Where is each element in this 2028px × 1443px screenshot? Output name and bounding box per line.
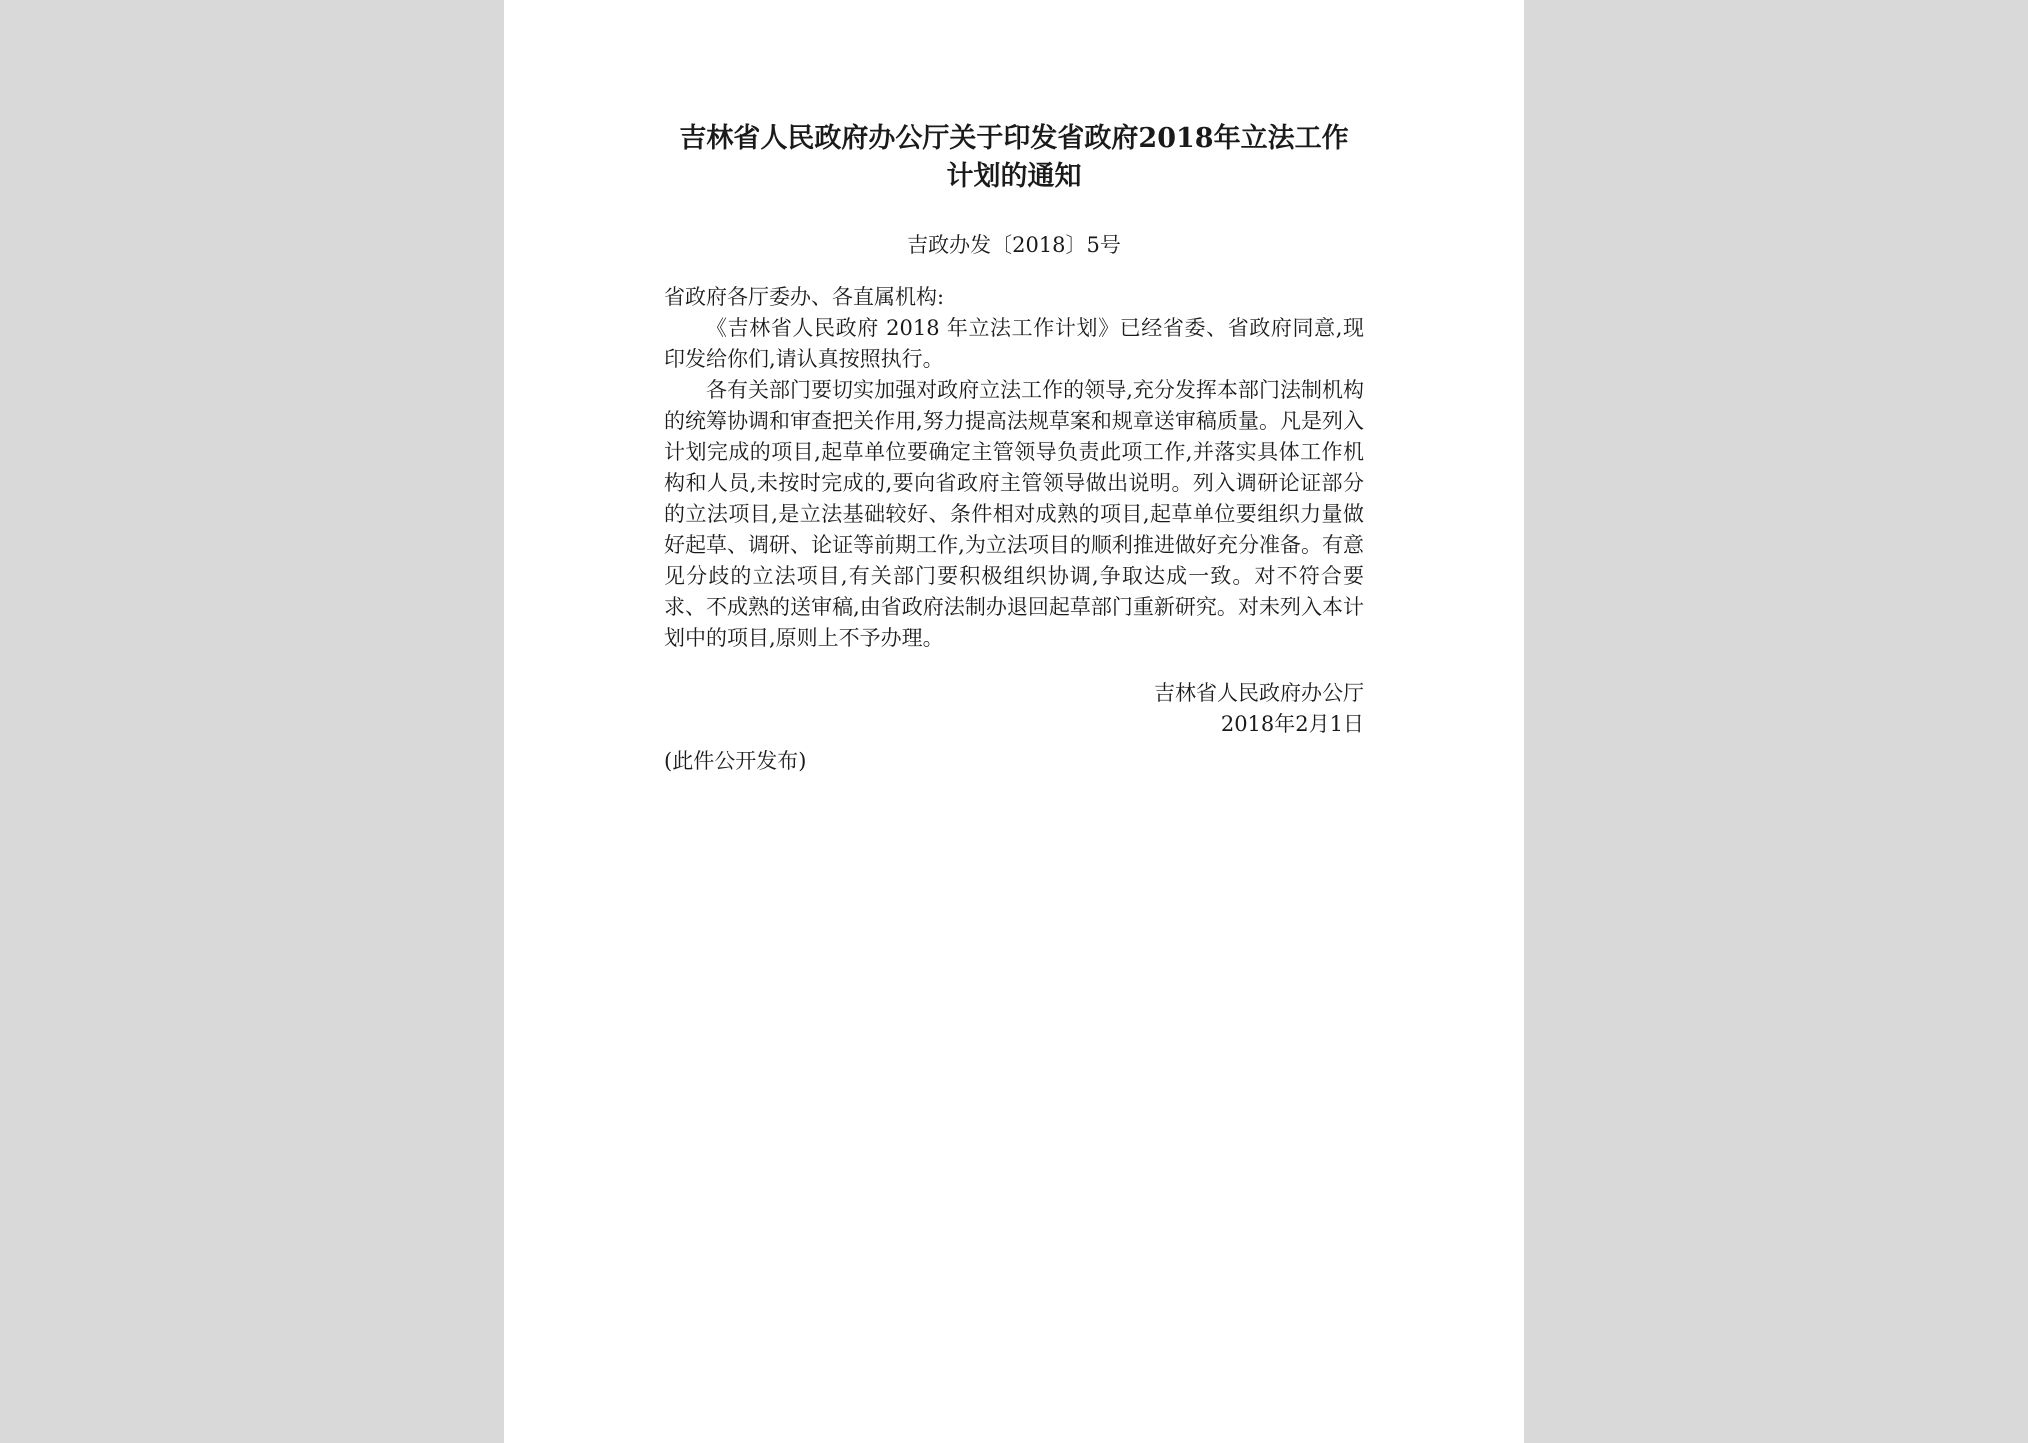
signature-date: 2018年2月1日	[1220, 712, 1364, 736]
document-page	[504, 0, 1524, 1443]
signature-block	[664, 678, 1364, 740]
title-line-1: 吉林省人民政府办公厅关于印发省政府2018年立法工作	[679, 123, 1349, 154]
paragraph-2: 各有关部门要切实加强对政府立法工作的领导,充分发挥本部门法制机构的统筹协调和审查把关作用,努力提高法规草案和规章送审稿质量。凡是列入计划完成的项目,起草单位要确定主管领导负责此项工作,并落实具体工作机构和人员,未按时完成的,要向省政府主管领导做出说明。列入调研论证部分的立法项目,是立法基础较好、条件相对成熟的项目,起草单位要组织力量做好起草、调研、论证等前期工作,为立法项目的顺利推进做好充分准备。有意见分歧的立法项目,有关部门要积极组织协调,争取达成一致。对不符合要求、不成熟的送审稿,由省政府法制办退回起草部门重新研究。对未列入本计划中的项目,原则上不予办理。	[664, 378, 1364, 650]
publication-note: (此件公开发布)	[664, 749, 807, 773]
title-line-2: 计划的通知	[946, 161, 1082, 192]
paragraph-1: 《吉林省人民政府 2018 年立法工作计划》已经省委、省政府同意,现印发给你们,请认真按照执行。	[664, 316, 1364, 371]
signature-org: 吉林省人民政府办公厅	[1154, 681, 1364, 705]
document-title	[664, 120, 1364, 196]
addressee: 省政府各厅委办、各直属机构:	[664, 285, 945, 309]
document-number: 吉政办发〔2018〕5号	[907, 233, 1121, 257]
document-content	[664, 120, 1364, 777]
